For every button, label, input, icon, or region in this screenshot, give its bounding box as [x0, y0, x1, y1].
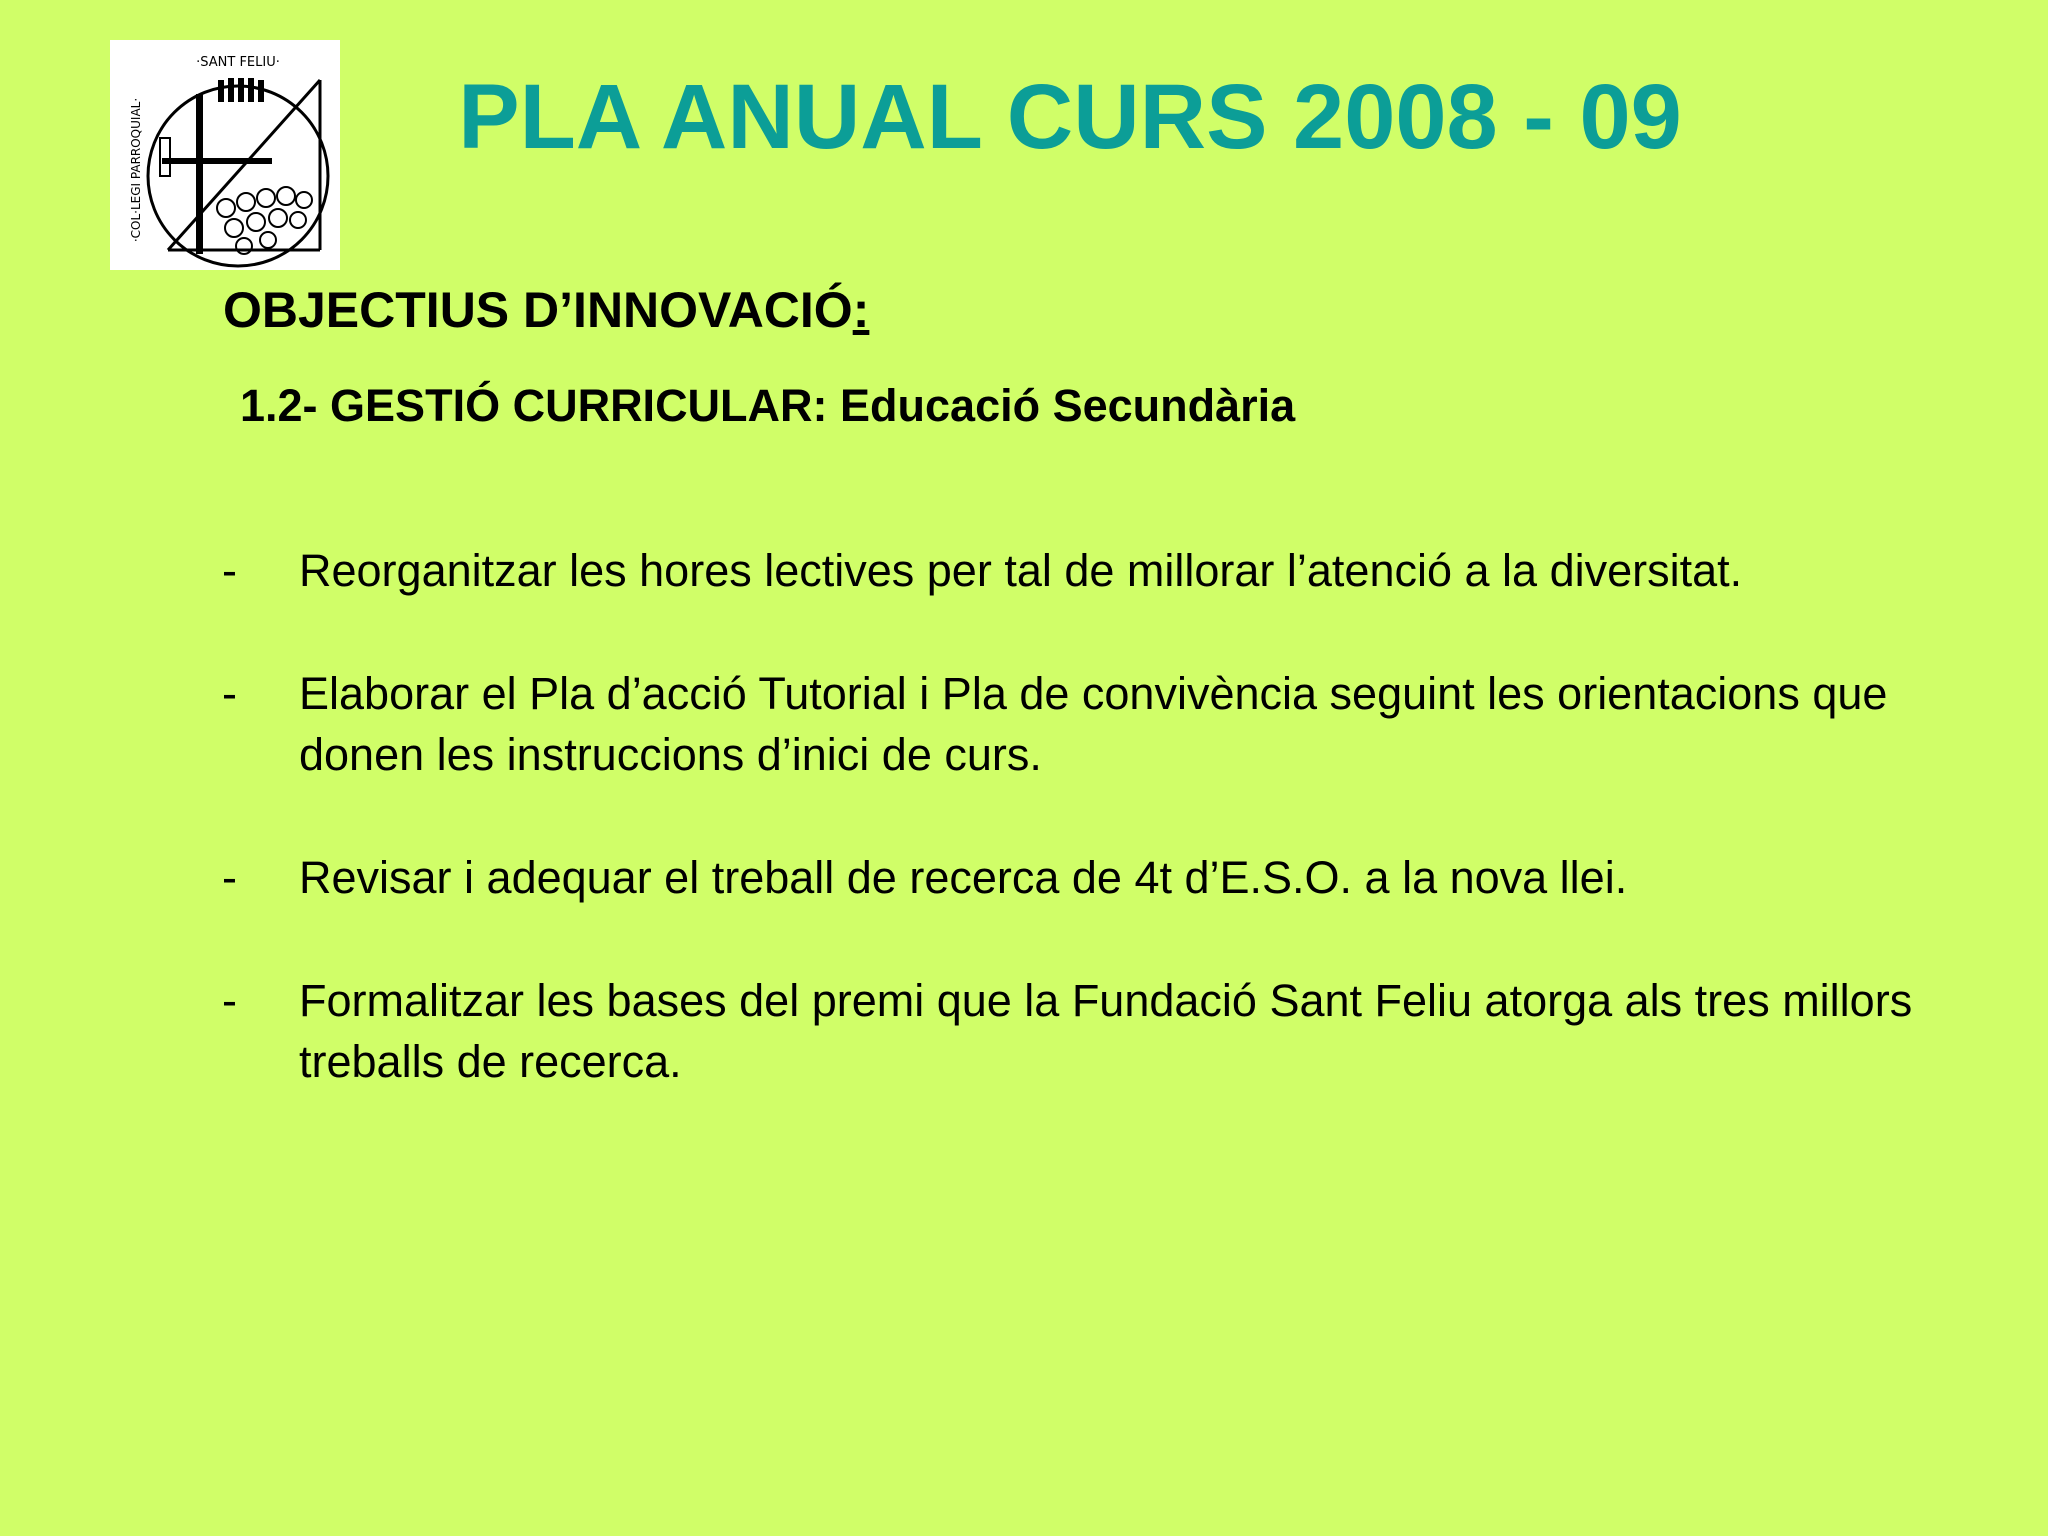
bullet-dash: -: [222, 852, 237, 903]
school-logo: [110, 40, 340, 270]
bullet-text: Elaborar el Pla d’acció Tutorial i Pla de convivència seguint les orientacions que donen les instruccions d’inici de curs.: [299, 668, 1888, 780]
section-title: [223, 281, 869, 339]
list-item: [222, 663, 2012, 785]
bullet-dash: -: [222, 975, 237, 1026]
bullet-text: Revisar i adequar el treball de recerca de 4t d’E.S.O. a la nova llei.: [299, 852, 1628, 903]
bullet-dash: -: [222, 545, 237, 596]
list-item: [222, 970, 2012, 1092]
slide-title: PLA ANUAL CURS 2008 - 09: [458, 66, 1682, 168]
list-item: [222, 847, 2012, 908]
objectives-list: [222, 540, 2012, 1154]
bullet-dash: -: [222, 668, 237, 719]
logo-top-text: ·SANT FELIU·: [196, 55, 280, 70]
bullet-text: Formalitzar les bases del premi que la Fundació Sant Feliu atorga als tres millors treballs de recerca.: [299, 975, 1913, 1087]
school-crest-icon: [110, 40, 340, 270]
list-item: [222, 540, 2012, 601]
logo-side-text: ·COL·LEGI PARROQUIAL·: [129, 97, 143, 243]
section-title-text: OBJECTIUS D’INNOVACIÓ: [223, 282, 853, 338]
subsection-title: 1.2- GESTIÓ CURRICULAR: Educació Secundària: [240, 380, 1296, 431]
bullet-text: Reorganitzar les hores lectives per tal de millorar l’atenció a la diversitat.: [299, 545, 1743, 596]
section-title-colon: :: [852, 282, 870, 338]
